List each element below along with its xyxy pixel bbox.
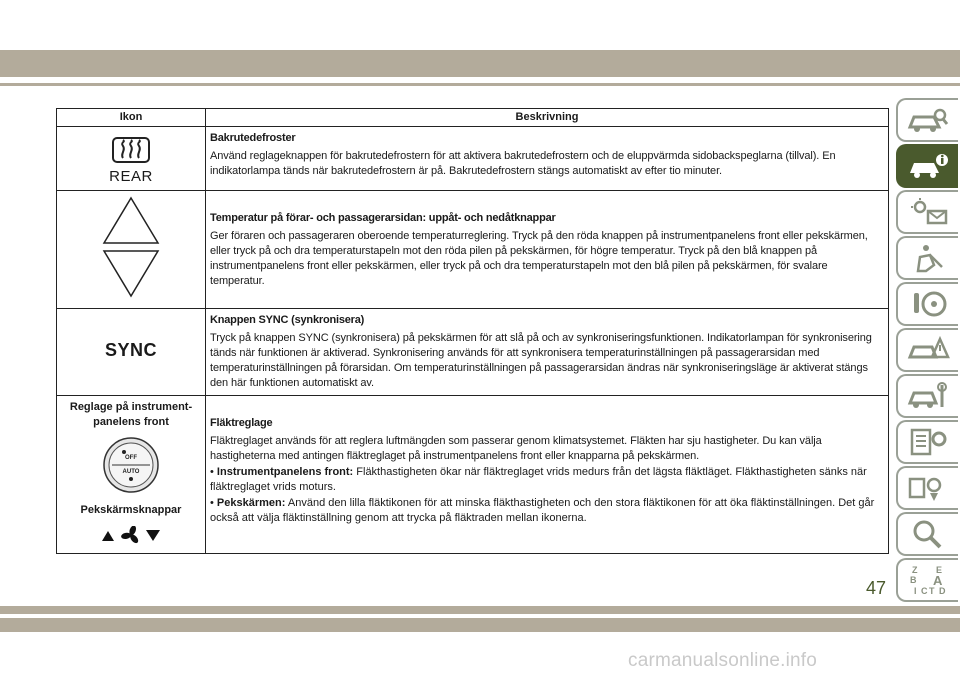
roadside-warning-tab-icon[interactable] — [896, 328, 958, 372]
description-cell — [206, 127, 889, 191]
row-title: Bakrutedefroster — [210, 132, 296, 144]
fan-knob-icon — [102, 436, 160, 499]
description-cell — [206, 396, 889, 554]
table-row — [57, 191, 889, 309]
svg-text:C: C — [921, 586, 928, 596]
icon-cell-sync — [57, 309, 206, 396]
technical-specs-tab-icon[interactable] — [896, 420, 958, 464]
search-tab-icon[interactable] — [896, 512, 958, 556]
fan-caption-touchscreen: Pekskärmsknappar — [80, 504, 182, 516]
car-tools-tab-icon[interactable] — [896, 374, 958, 418]
bottom-decor-band-thick — [0, 618, 960, 632]
row-text: Fläktreglaget används för att reglera luftmängden som passerar genom klimatsystemet. Fläkten har sju hastigheter. Du kan välja hastigheterna med antingen fläktreglaget på instrumentpanelens front eller knapparna på pekskärmen. — [210, 435, 822, 462]
rear-label: REAR — [109, 167, 153, 185]
table-row — [57, 127, 889, 191]
svg-text:E: E — [936, 565, 943, 575]
index-tab-icon[interactable] — [896, 558, 958, 602]
svg-text:Z: Z — [912, 565, 918, 575]
climate-controls-table — [56, 108, 889, 554]
bullet-text: Fläkthastigheten ökar när fläktreglaget vrids medurs från det lägsta fläktläget. Fläkthastigheten sänks när fläktreglaget vrids moturs. — [210, 466, 867, 493]
icon-cell-fan — [57, 396, 206, 554]
page-number: 47 — [866, 578, 887, 598]
steering-key-tab-icon[interactable] — [896, 282, 958, 326]
knob-off-label: OFF — [125, 455, 137, 461]
row-title: Knappen SYNC (synkronisera) — [210, 314, 365, 326]
svg-text:D: D — [939, 586, 946, 596]
watermark: carmanualsonline.info — [628, 650, 818, 671]
svg-text:A: A — [933, 573, 943, 588]
column-header-description: Beskrivning — [206, 109, 889, 127]
table-row — [57, 396, 889, 554]
fan-speed-icon — [99, 526, 163, 549]
bullet-item: • Instrumentpanelens front: Fläkthastigheten ökar när fläktreglaget vrids medurs från det lägsta fläktläget. Fläkthastigheten sänks när fläktreglaget vrids moturs. — [210, 466, 867, 493]
bullet-text: Använd den lilla fläktikonen för att minska fläkthastigheten och den stora fläktikonen för att öka fläktinställningen. Det går också att välja fläktinställning genom att trycka på fläktraden mellan ikonerna. — [210, 497, 875, 524]
row-text: Ger föraren och passageraren oberoende temperaturreglering. Tryck på den röda knappen på instrumentpanelens front eller pekskärmen, eller tryck på och dra temperaturstapeln mot den röda pilen på pekskärmen, för högre temperatur. Tryck på den blå knappen på instrumentpanelens front eller pekskärmen, eller tryck på och dra temperaturstapeln mot den blå pilen på pekskärmen, för svalare temperatur. — [210, 229, 868, 287]
svg-text:I: I — [914, 586, 917, 596]
icon-cell-rear-defrost — [57, 127, 206, 191]
car-search-tab-icon[interactable] — [896, 98, 958, 142]
bullet-label: Pekskärmen: — [216, 497, 286, 509]
description-cell — [206, 191, 889, 309]
warning-lights-message-tab-icon[interactable] — [896, 190, 958, 234]
car-info-tab-icon[interactable] — [896, 144, 958, 188]
multimedia-tab-icon[interactable] — [896, 466, 958, 510]
airbag-seat-tab-icon[interactable] — [896, 236, 958, 280]
top-decor-line — [0, 83, 960, 86]
rear-defrost-icon — [111, 136, 151, 171]
fan-caption-front-panel: Reglage på instrument-panelens front — [69, 401, 193, 428]
top-decor-band — [0, 50, 960, 77]
description-cell — [206, 309, 889, 396]
row-title: Temperatur på förar- och passagerarsidan: uppåt- och nedåtknappar — [210, 211, 556, 224]
column-header-icon: Ikon — [57, 109, 206, 127]
bullet-item: • Pekskärmen: Använd den lilla fläktikonen för att minska fläkthastigheten och den stora fläktikonen för att öka fläktinställningen. Det går också att välja fläktinställning genom att trycka på fläktraden mellan ikonerna. — [210, 497, 875, 524]
bottom-decor-band — [0, 606, 960, 614]
knob-auto-label: AUTO — [122, 469, 140, 475]
svg-text:T: T — [929, 586, 935, 596]
sync-icon: SYNC — [104, 340, 157, 360]
row-title: Fläktreglage — [210, 417, 273, 429]
bullet-label: Instrumentpanelens front: — [216, 466, 354, 478]
icon-cell-temperature — [57, 191, 206, 309]
svg-text:B: B — [910, 575, 917, 585]
temperature-up-down-icon — [101, 195, 161, 304]
row-text: Tryck på knappen SYNC (synkronisera) på pekskärmen för att slå på och av synkroniseringsfunktionen. Indikatorlampan för synkronisering tänds när funktionen är aktiverad. Synkronisering används för att synkronisera temperaturinställningen på passagerarsidan med temperaturinställningen på förarsidan. Om temperaturinställningen på passagerarsidan ändras när synkroniseringsläge är aktiverat stängs den här funktionen automatiskt av. — [210, 332, 872, 389]
row-text: Använd reglageknappen för bakrutedefrostern för att aktivera bakrutedefrostern och de eluppvärmda sidobackspeglarna (tillval). En indikatorlampa tänds när bakrutedefrostern är på. Bakrutedefrostern stängs automatiskt av efter tio minuter. — [210, 150, 836, 177]
table-row — [57, 309, 889, 396]
table-header-row — [57, 109, 889, 127]
